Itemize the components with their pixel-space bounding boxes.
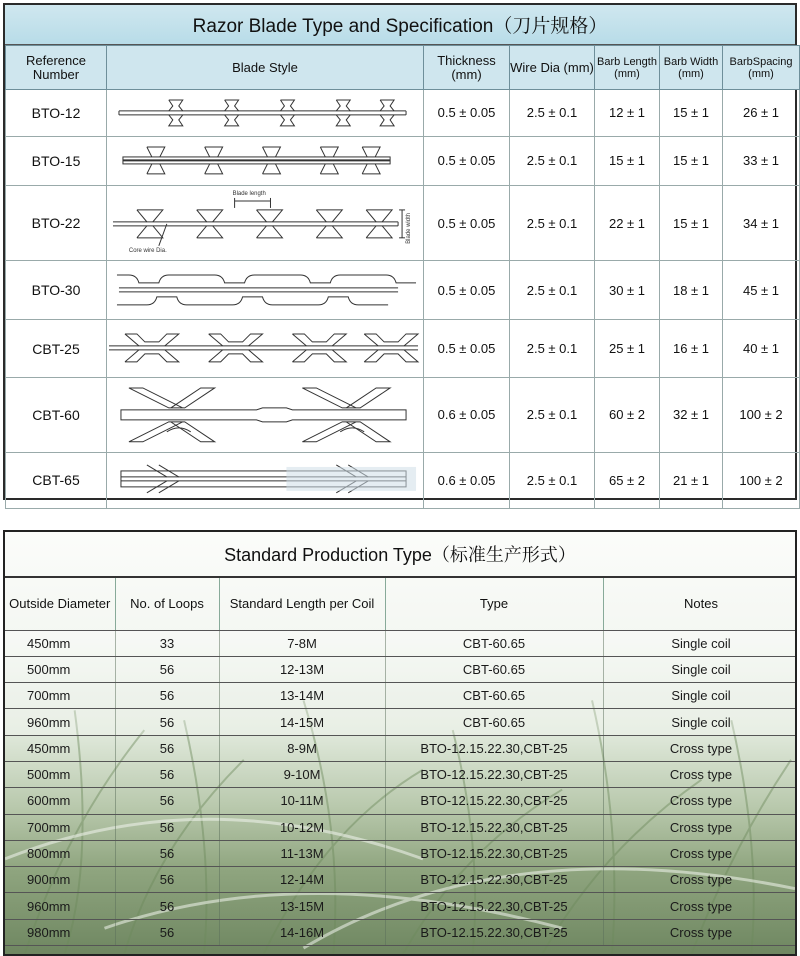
loops-cell: 56 xyxy=(115,683,219,709)
type-cell: CBT-60.65 xyxy=(385,683,603,709)
barb-length-cell: 15 ± 1 xyxy=(595,136,660,185)
outside-diameter-cell: 960mm xyxy=(5,893,115,919)
barb-width-cell: 16 ± 1 xyxy=(660,320,723,378)
length-cell: 10-12M xyxy=(219,814,385,840)
table-row xyxy=(5,893,797,919)
wire-dia-cell: 2.5 ± 0.1 xyxy=(510,90,595,137)
outside-diameter-cell: 600mm xyxy=(5,788,115,814)
ref-cell: BTO-30 xyxy=(6,261,107,320)
outside-diameter-cell: 980mm xyxy=(5,919,115,945)
barb-length-cell: 65 ± 2 xyxy=(595,452,660,508)
notes-cell: Cross type xyxy=(603,788,797,814)
loops-cell: 56 xyxy=(115,867,219,893)
notes-cell: Single coil xyxy=(603,630,797,656)
loops-cell: 56 xyxy=(115,893,219,919)
outside-diameter-cell: 960mm xyxy=(5,709,115,735)
table-row xyxy=(5,735,797,761)
barb-spacing-cell: 100 ± 2 xyxy=(723,378,800,453)
notes-cell: Single coil xyxy=(603,656,797,682)
thickness-cell: 0.6 ± 0.05 xyxy=(424,452,510,508)
notes-cell: Cross type xyxy=(603,867,797,893)
loops-cell: 33 xyxy=(115,630,219,656)
blade-diagram-cbt-60 xyxy=(107,378,424,453)
table-row xyxy=(6,261,800,320)
blade-diagram-cbt-25 xyxy=(107,320,424,378)
type-cell: CBT-60.65 xyxy=(385,630,603,656)
ref-cell: BTO-12 xyxy=(6,90,107,137)
blade-diagram-cbt-65 xyxy=(107,452,424,508)
loops-cell: 56 xyxy=(115,735,219,761)
barb-width-cell: 18 ± 1 xyxy=(660,261,723,320)
spec-panel xyxy=(3,3,797,500)
thickness-cell: 0.5 ± 0.05 xyxy=(424,136,510,185)
barb-spacing-cell: 33 ± 1 xyxy=(723,136,800,185)
thickness-cell: 0.5 ± 0.05 xyxy=(424,320,510,378)
loops-cell: 56 xyxy=(115,788,219,814)
notes-cell: Cross type xyxy=(603,840,797,866)
barb-width-cell: 15 ± 1 xyxy=(660,90,723,137)
blade-diagram-bto-12 xyxy=(107,90,424,137)
notes-cell: Cross type xyxy=(603,735,797,761)
type-cell: BTO-12.15.22.30,CBT-25 xyxy=(385,919,603,945)
type-cell: CBT-60.65 xyxy=(385,709,603,735)
loops-cell: 56 xyxy=(115,709,219,735)
length-cell: 14-15M xyxy=(219,709,385,735)
header-outside-diameter: Outside Diameter xyxy=(5,578,115,630)
barb-width-cell: 15 ± 1 xyxy=(660,136,723,185)
outside-diameter-cell: 700mm xyxy=(5,683,115,709)
production-panel xyxy=(3,530,797,956)
wire-dia-cell: 2.5 ± 0.1 xyxy=(510,378,595,453)
core-wire-label: Core wire Dia. xyxy=(128,247,167,254)
thickness-cell: 0.5 ± 0.05 xyxy=(424,90,510,137)
blade-diagram-bto-15 xyxy=(107,136,424,185)
outside-diameter-cell: 500mm xyxy=(5,761,115,787)
header-type: Type xyxy=(385,578,603,630)
header-reference: Reference Number xyxy=(6,46,107,90)
ref-cell: CBT-60 xyxy=(6,378,107,453)
wire-dia-cell: 2.5 ± 0.1 xyxy=(510,185,595,261)
header-wire-dia: Wire Dia (mm) xyxy=(510,46,595,90)
table-row xyxy=(6,320,800,378)
header-blade-style: Blade Style xyxy=(107,46,424,90)
type-cell: CBT-60.65 xyxy=(385,656,603,682)
blade-diagram-bto-22 xyxy=(107,185,424,261)
type-cell: BTO-12.15.22.30,CBT-25 xyxy=(385,761,603,787)
length-cell: 12-13M xyxy=(219,656,385,682)
ref-cell: CBT-65 xyxy=(6,452,107,508)
barb-length-cell: 30 ± 1 xyxy=(595,261,660,320)
header-thickness: Thickness (mm) xyxy=(424,46,510,90)
outside-diameter-cell: 500mm xyxy=(5,656,115,682)
thickness-cell: 0.5 ± 0.05 xyxy=(424,261,510,320)
barb-spacing-cell: 45 ± 1 xyxy=(723,261,800,320)
spec-header-row xyxy=(6,46,800,90)
blade-width-label: Blade width xyxy=(406,212,413,244)
barb-spacing-cell: 26 ± 1 xyxy=(723,90,800,137)
ref-cell: BTO-22 xyxy=(6,185,107,261)
table-row xyxy=(5,840,797,866)
type-cell: BTO-12.15.22.30,CBT-25 xyxy=(385,893,603,919)
table-row xyxy=(5,867,797,893)
table-row xyxy=(5,656,797,682)
type-cell: BTO-12.15.22.30,CBT-25 xyxy=(385,867,603,893)
barb-width-cell: 15 ± 1 xyxy=(660,185,723,261)
outside-diameter-cell: 450mm xyxy=(5,630,115,656)
outside-diameter-cell: 700mm xyxy=(5,814,115,840)
length-cell: 13-14M xyxy=(219,683,385,709)
blade-diagram-bto-30 xyxy=(107,261,424,320)
barb-length-cell: 12 ± 1 xyxy=(595,90,660,137)
barb-length-cell: 25 ± 1 xyxy=(595,320,660,378)
wire-dia-cell: 2.5 ± 0.1 xyxy=(510,136,595,185)
ref-cell: BTO-15 xyxy=(6,136,107,185)
length-cell: 8-9M xyxy=(219,735,385,761)
barb-length-cell: 60 ± 2 xyxy=(595,378,660,453)
notes-cell: Cross type xyxy=(603,893,797,919)
loops-cell: 56 xyxy=(115,840,219,866)
length-cell: 9-10M xyxy=(219,761,385,787)
spec-table xyxy=(5,45,800,509)
blade-length-label: Blade length xyxy=(232,190,266,197)
production-table xyxy=(5,578,797,946)
outside-diameter-cell: 800mm xyxy=(5,840,115,866)
type-cell: BTO-12.15.22.30,CBT-25 xyxy=(385,788,603,814)
loops-cell: 56 xyxy=(115,656,219,682)
notes-cell: Cross type xyxy=(603,814,797,840)
table-row xyxy=(6,185,800,261)
notes-cell: Single coil xyxy=(603,683,797,709)
table-row xyxy=(5,788,797,814)
ref-cell: CBT-25 xyxy=(6,320,107,378)
type-cell: BTO-12.15.22.30,CBT-25 xyxy=(385,814,603,840)
table-row xyxy=(5,630,797,656)
barb-spacing-cell: 40 ± 1 xyxy=(723,320,800,378)
wire-dia-cell: 2.5 ± 0.1 xyxy=(510,261,595,320)
table-row xyxy=(6,90,800,137)
loops-cell: 56 xyxy=(115,761,219,787)
header-loops: No. of Loops xyxy=(115,578,219,630)
barb-width-cell: 21 ± 1 xyxy=(660,452,723,508)
length-cell: 13-15M xyxy=(219,893,385,919)
header-standard-length: Standard Length per Coil xyxy=(219,578,385,630)
table-row xyxy=(5,814,797,840)
type-cell: BTO-12.15.22.30,CBT-25 xyxy=(385,735,603,761)
header-notes: Notes xyxy=(603,578,797,630)
production-title: Standard Production Type（标准生产形式） xyxy=(5,532,795,578)
loops-cell: 56 xyxy=(115,814,219,840)
wire-dia-cell: 2.5 ± 0.1 xyxy=(510,452,595,508)
wire-dia-cell: 2.5 ± 0.1 xyxy=(510,320,595,378)
length-cell: 12-14M xyxy=(219,867,385,893)
table-row xyxy=(5,919,797,945)
production-header-row xyxy=(5,578,797,630)
length-cell: 10-11M xyxy=(219,788,385,814)
barb-spacing-cell: 100 ± 2 xyxy=(723,452,800,508)
header-barb-width: Barb Width (mm) xyxy=(660,46,723,90)
barb-spacing-cell: 34 ± 1 xyxy=(723,185,800,261)
length-cell: 14-16M xyxy=(219,919,385,945)
type-cell: BTO-12.15.22.30,CBT-25 xyxy=(385,840,603,866)
table-row xyxy=(6,452,800,508)
outside-diameter-cell: 900mm xyxy=(5,867,115,893)
barb-length-cell: 22 ± 1 xyxy=(595,185,660,261)
loops-cell: 56 xyxy=(115,919,219,945)
length-cell: 11-13M xyxy=(219,840,385,866)
barb-width-cell: 32 ± 1 xyxy=(660,378,723,453)
outside-diameter-cell: 450mm xyxy=(5,735,115,761)
spec-title: Razor Blade Type and Specification（刀片规格） xyxy=(5,5,795,45)
length-cell: 7-8M xyxy=(219,630,385,656)
thickness-cell: 0.6 ± 0.05 xyxy=(424,378,510,453)
table-row xyxy=(5,761,797,787)
notes-cell: Single coil xyxy=(603,709,797,735)
table-row xyxy=(6,378,800,453)
header-barb-spacing: BarbSpacing (mm) xyxy=(723,46,800,90)
table-row xyxy=(5,683,797,709)
notes-cell: Cross type xyxy=(603,761,797,787)
notes-cell: Cross type xyxy=(603,919,797,945)
table-row xyxy=(6,136,800,185)
header-barb-length: Barb Length (mm) xyxy=(595,46,660,90)
table-row xyxy=(5,709,797,735)
thickness-cell: 0.5 ± 0.05 xyxy=(424,185,510,261)
